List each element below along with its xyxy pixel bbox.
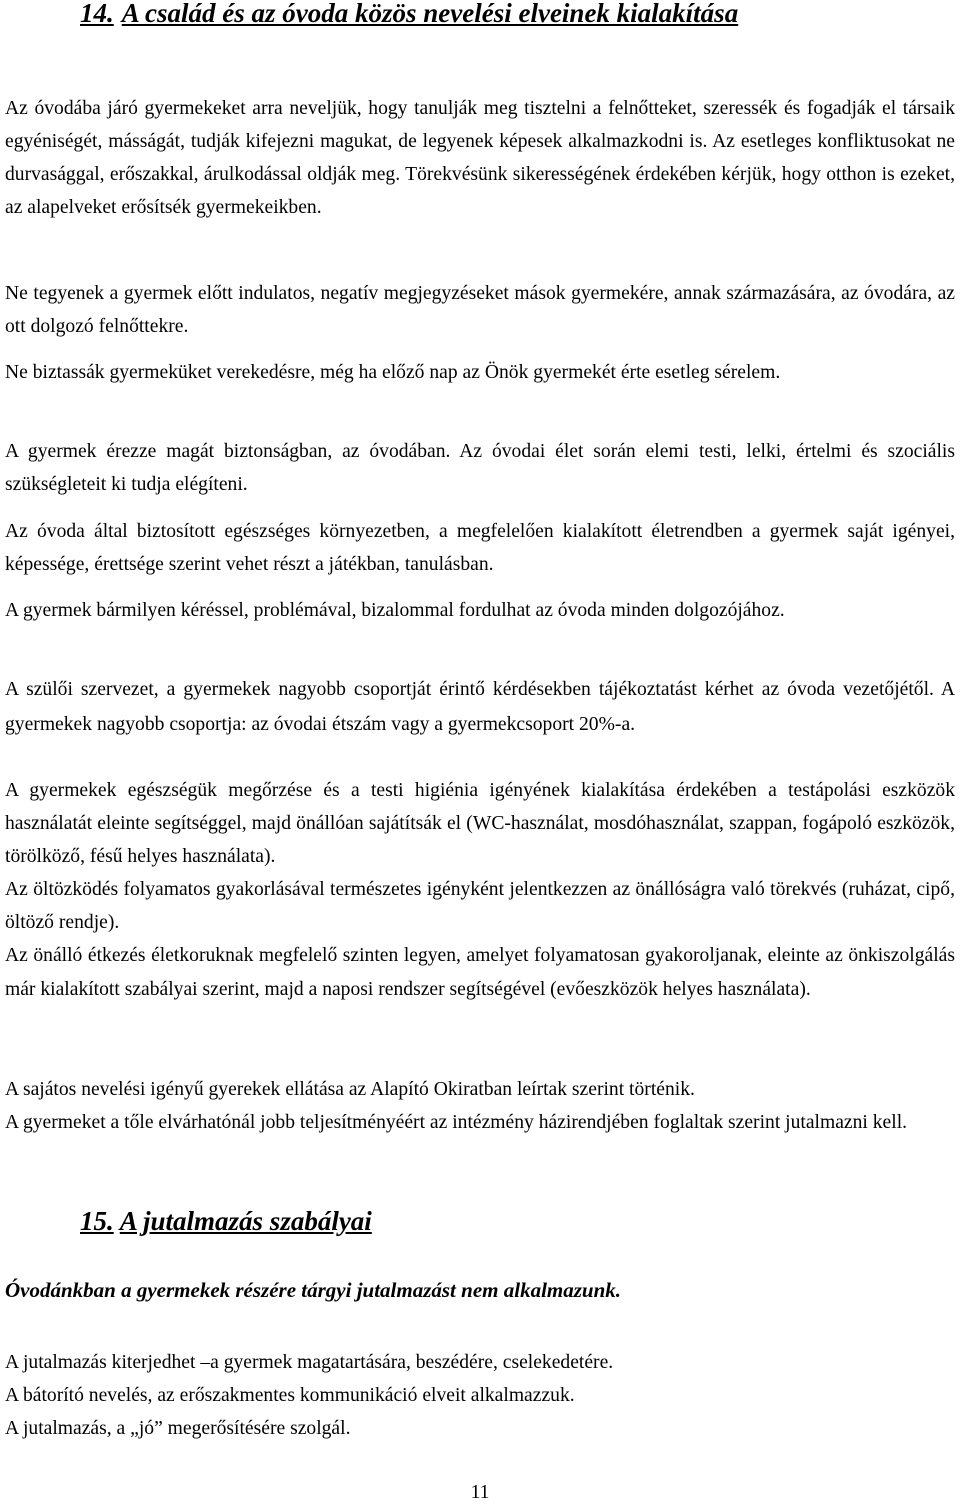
paragraph-6: A gyermek bármilyen kéréssel, problémával, bizalommal fordulhat az óvoda minden dolgozójához. [5, 600, 785, 621]
section-15-heading [80, 1206, 372, 1237]
section-14-number: 14. [80, 0, 114, 28]
paragraph-5: Az óvoda által biztosított egészséges környezetben, a megfelelően kialakított életrendben a gyermek saját igényei, képessége, érettsége szerint vehet részt a játékban, tanulásban. [5, 521, 955, 575]
paragraph-11: A sajátos nevelési igényű gyerekek ellátása az Alapító Okiratban leírtak szerint történik. [5, 1079, 695, 1100]
paragraph-12: A gyermeket a tőle elvárhatónál jobb teljesítményéért az intézmény házirendjében foglaltak szerint jutalmazni kell. [5, 1112, 908, 1133]
paragraph-8: A gyermekek egészségük megőrzése és a testi higiénia igényének kialakítása érdekében a testápolási eszközök használatát eleinte segítséggel, majd önállóan sajátítsák el (WC-használat, mosdóhasználat, szappan, fogápoló eszközök, törölköző, fésű helyes használata). [5, 780, 955, 867]
paragraph-9: Az öltözködés folyamatos gyakorlásával természetes igényként jelentkezzen az önállóságra való törekvés (ruházat, cipő, öltöző rendje). [5, 879, 955, 933]
section-14-title: A család és az óvoda közös nevelési elveinek kialakítása [121, 0, 739, 28]
paragraph-7: A szülői szervezet, a gyermekek nagyobb csoportját érintő kérdésekben tájékoztatást kérhet az óvoda vezetőjétől. A gyermekek nagyobb csoportja: az óvodai étszám vagy a gyermekcsoport 20%-a. [5, 679, 955, 735]
paragraph-2: Ne tegyenek a gyermek előtt indulatos, negatív megjegyzéseket mások gyermekére, annak származására, az óvodára, az ott dolgozó felnőttekre. [5, 283, 955, 337]
section-15-title: A jutalmazás szabályai [119, 1206, 372, 1236]
section-15-lead: Óvodánkban a gyermekek részére tárgyi jutalmazást nem alkalmazunk. [5, 1278, 622, 1302]
paragraph-4: A gyermek érezze magát biztonságban, az óvodában. Az óvodai élet során elemi testi, lelki, értelmi és szociális szükségleteit ki tudja elégíteni. [5, 441, 955, 495]
paragraph-1: Az óvodába járó gyermekeket arra neveljük, hogy tanulják meg tisztelni a felnőtteket, szeressék és fogadják el társaik egyéniségét, másságát, tudják kifejezni magukat, de legyenek képesek alkalmazkodni is. Az esetleges konfliktusokat ne durvasággal, erőszakkal, árulkodással oldják meg. Törekvésünk sikerességének érdekében kérjük, hogy otthon is ezeket, az alapelveket erősítsék gyermekeikben. [5, 98, 955, 218]
page-number: 11 [470, 1482, 490, 1503]
reward-line-2: A bátorító nevelés, az erőszakmentes kommunikáció elveit alkalmazzuk. [5, 1385, 575, 1406]
section-14-heading [80, 0, 738, 29]
paragraph-10: Az önálló étkezés életkoruknak megfelelő szinten legyen, amelyet folyamatosan gyakoroljanak, eleinte az önkiszolgálás már kialakított szabályai szerint, majd a naposi rendszer segítségével (evőeszközök helyes használata). [5, 945, 955, 1000]
paragraph-3: Ne biztassák gyermeküket verekedésre, még ha előző nap az Önök gyermekét érte esetleg sérelem. [5, 362, 781, 383]
reward-line-3: A jutalmazás, a „jó” megerősítésére szolgál. [5, 1418, 351, 1439]
reward-line-1: A jutalmazás kiterjedhet –a gyermek magatartására, beszédére, cselekedetére. [5, 1352, 614, 1373]
section-15-number: 15. [80, 1206, 114, 1236]
